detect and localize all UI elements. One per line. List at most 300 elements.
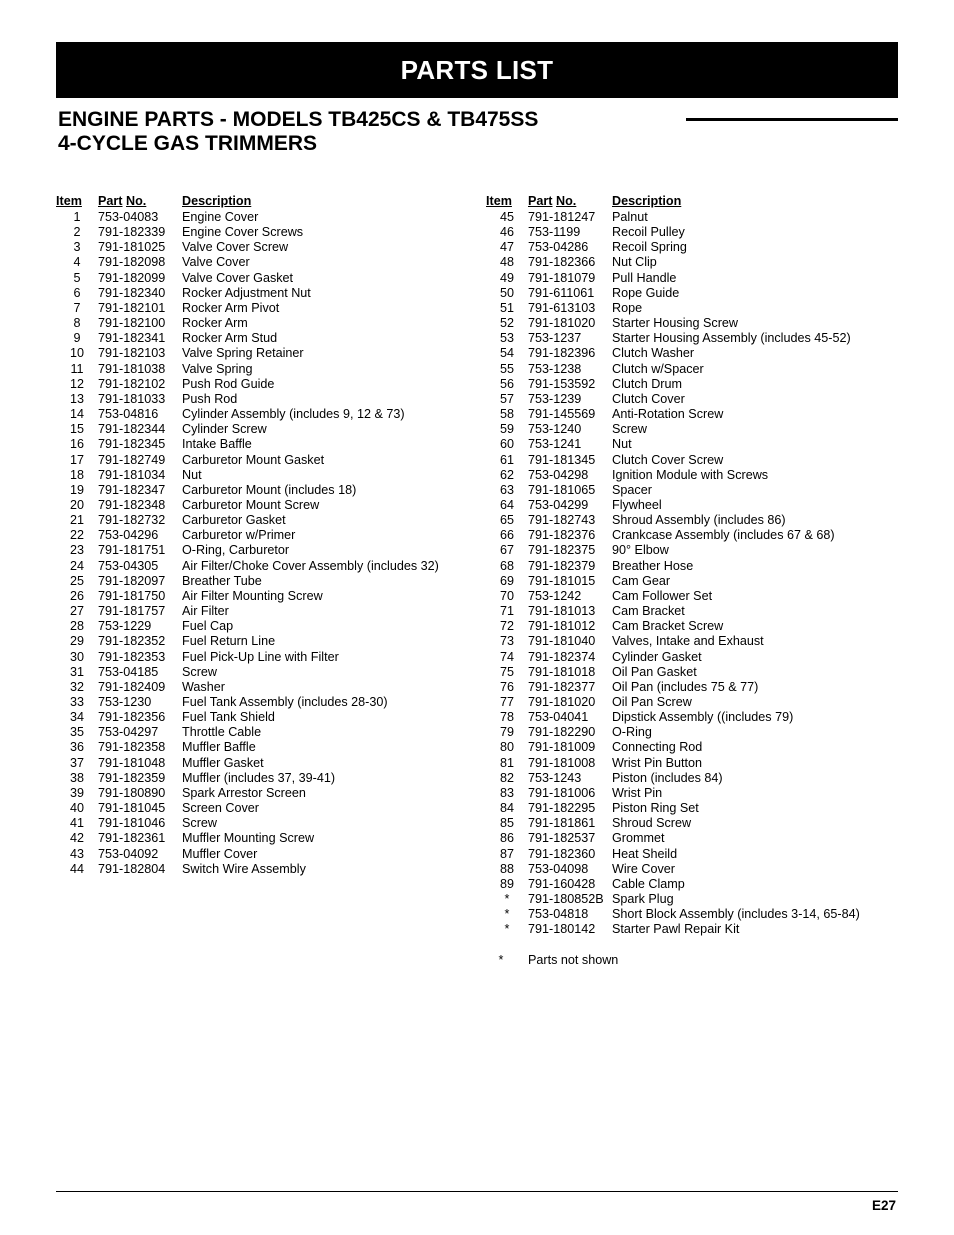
part-number: 753-04083 [98,210,159,224]
part-number: 791-182290 [528,725,596,740]
part-number: 791-182377 [528,679,596,694]
part-number: 753-04297 [98,725,159,740]
part-description: Air Filter Mounting Screw [182,588,323,603]
table-row [56,468,439,483]
table-row [56,210,439,225]
part-description: Fuel Tank Shield [182,710,275,725]
table-row [56,422,439,437]
table-row [56,255,439,270]
part-number: 791-145569 [528,407,596,422]
part-description: Screw [182,816,217,831]
table-row [486,422,860,437]
item-number: 44 [69,861,84,876]
item-number: 15 [69,422,84,437]
part-description: Starter Housing Assembly (includes 45-52) [612,331,851,346]
part-number: 791-181012 [528,619,596,634]
item-number: 75 [499,664,514,679]
item-number: 33 [69,695,84,709]
part-description: Spark Arrestor Screen [182,785,306,800]
part-number: 791-181034 [98,467,166,482]
item-number: 45 [499,210,514,224]
part-description: Screen Cover [182,801,259,816]
part-description: Wrist Pin Button [612,755,703,770]
item-number: 20 [69,497,84,512]
part-description: Fuel Pick-Up Line with Filter [182,649,339,664]
part-number: 791-182353 [98,649,166,664]
item-number: 6 [73,285,81,300]
table-row [486,892,860,907]
table-row [56,407,439,422]
part-description: O-Ring, Carburetor [182,543,290,558]
part-description: Rocker Arm Pivot [182,300,280,315]
table-row [486,756,860,771]
part-description: Fuel Return Line [182,634,276,649]
item-number: 7 [73,300,81,315]
item-number: 22 [69,528,84,543]
item-number: 1 [73,210,81,224]
table-row [56,650,439,665]
part-description: Piston (includes 84) [612,770,723,785]
part-description: Rocker Arm [182,316,248,331]
part-number: 791-181038 [98,361,166,376]
part-number: 791-182743 [528,513,596,528]
item-number: 83 [499,785,514,800]
part-description: O-Ring [612,725,652,740]
footnote [486,953,618,968]
part-number: 791-181048 [98,755,166,770]
table-row [56,498,439,513]
item-number: 41 [69,816,84,831]
table-row [486,831,860,846]
part-number: 753-1240 [528,422,582,437]
part-description: Oil Pan (includes 75 & 77) [612,679,759,694]
item-number: 69 [499,573,514,588]
part-description: Shroud Assembly (includes 86) [612,513,786,528]
footnote-text: Parts not shown [528,953,619,967]
item-number: 36 [69,740,84,755]
part-number: 791-181020 [528,695,596,709]
item-number: 79 [499,725,514,740]
part-number: 791-613103 [528,300,596,315]
part-number: 791-182360 [528,846,596,861]
part-description: Clutch Drum [612,376,682,391]
part-number: 791-182375 [528,543,596,558]
table-row [486,255,860,270]
table-row [486,543,860,558]
part-description: Push Rod Guide [182,376,275,391]
part-description: Clutch Washer [612,346,695,361]
item-number: 77 [499,695,514,709]
part-number: 753-1243 [528,770,582,785]
item-number: 76 [499,679,514,694]
table-row [56,816,439,831]
part-description: Valve Cover Screw [182,240,289,255]
part-description: Wrist Pin [612,785,663,800]
table-row [486,877,860,892]
part-number: 753-1229 [98,619,152,634]
part-number: 791-181018 [528,664,596,679]
item-number: 72 [499,619,514,634]
table-row [486,528,860,543]
table-row [56,225,439,240]
item-number: 34 [69,710,84,725]
item-number: 30 [69,649,84,664]
table-row [486,240,860,255]
item-number: 78 [499,710,514,725]
table-row [486,574,860,589]
table-row [486,271,860,286]
item-number: * [504,907,510,922]
column-header-item: Item [56,194,82,208]
item-number: 58 [499,407,514,422]
item-number: 85 [499,816,514,831]
item-number: 32 [69,679,84,694]
table-row [56,483,439,498]
part-description: Cam Follower Set [612,588,713,603]
part-description: Pull Handle [612,270,677,285]
item-number: 13 [69,391,84,406]
table-row [486,346,860,361]
table-row [56,786,439,801]
item-number: 24 [69,558,84,573]
item-number: 17 [69,452,84,467]
part-number: 791-153592 [528,376,596,391]
part-description: Cylinder Screw [182,422,267,437]
part-number: 791-181009 [528,740,596,755]
table-row [486,604,860,619]
item-number: 40 [69,801,84,816]
item-number: 25 [69,573,84,588]
table-row [486,498,860,513]
item-number: 48 [499,255,514,270]
part-number: 791-182361 [98,831,166,846]
part-number: 791-182341 [98,331,166,346]
table-row [486,922,860,937]
table-row [486,680,860,695]
part-number: 753-04298 [528,467,589,482]
part-number: 753-1239 [528,391,582,406]
column-header-part-no: Part No. [528,194,577,208]
part-description: Carburetor Mount (includes 18) [182,482,357,497]
item-number: 16 [69,437,84,452]
item-number: 63 [499,482,514,497]
item-number: 71 [499,604,514,619]
table-row [56,377,439,392]
part-description: Nut Clip [612,255,657,270]
title-rule [686,118,898,121]
item-number: 68 [499,558,514,573]
table-row [486,210,860,225]
part-description: Grommet [612,831,665,846]
part-description: Palnut [612,210,648,224]
table-row [486,710,860,725]
table-row [56,771,439,786]
part-description: Recoil Spring [612,240,687,255]
part-description: Engine Cover [182,210,259,224]
part-number: 791-182366 [528,255,596,270]
table-row [486,907,860,922]
part-description: Throttle Cable [182,725,262,740]
table-row [486,589,860,604]
table-row [486,437,860,452]
part-description: Short Block Assembly (includes 3-14, 65-84) [612,907,860,922]
item-number: 62 [499,467,514,482]
part-description: Cable Clamp [612,876,685,891]
item-number: 29 [69,634,84,649]
item-number: 27 [69,604,84,619]
part-number: 791-182356 [98,710,166,725]
item-number: 74 [499,649,514,664]
item-number: 87 [499,846,514,861]
part-number: 753-1241 [528,437,582,452]
part-number: 791-181065 [528,482,596,497]
column-header-part-no: Part No. [98,194,147,208]
part-description: Starter Housing Screw [612,316,738,331]
item-number: 54 [499,346,514,361]
part-description: Muffler Baffle [182,740,256,755]
part-number: 791-180852B [528,892,604,907]
part-number: 791-182804 [98,861,166,876]
item-number: 70 [499,588,514,603]
item-number: 52 [499,316,514,331]
part-number: 753-04092 [98,846,159,861]
table-header-row [56,194,439,210]
part-description: Screw [182,664,217,679]
part-number: 753-1230 [98,695,152,709]
part-number: 753-04305 [98,558,159,573]
item-number: * [504,892,510,907]
table-row [486,634,860,649]
part-description: Cam Gear [612,573,671,588]
part-description: Cylinder Assembly (includes 9, 12 & 73) [182,407,405,422]
table-row [486,407,860,422]
table-row [56,437,439,452]
part-description: Carburetor w/Primer [182,528,296,543]
part-number: 753-04818 [528,907,589,922]
part-description: Cylinder Gasket [612,649,702,664]
part-description: Rocker Arm Stud [182,331,278,346]
footer-rule [56,1191,898,1192]
part-description: Push Rod [182,391,238,406]
table-row [486,740,860,755]
part-description: Recoil Pulley [612,225,685,240]
footnote-mark: * [498,953,504,967]
table-row [486,377,860,392]
item-number: 61 [499,452,514,467]
table-row [486,619,860,634]
part-number: 753-04299 [528,497,589,512]
item-number: 89 [499,876,514,891]
table-row [486,816,860,831]
table-row [56,680,439,695]
item-number: 64 [499,497,514,512]
part-number: 791-181345 [528,452,596,467]
part-number: 753-04185 [98,664,159,679]
part-number: 791-182537 [528,831,596,846]
part-description: Fuel Cap [182,619,234,634]
item-number: 39 [69,785,84,800]
item-number: 55 [499,361,514,376]
item-number: 38 [69,770,84,785]
table-row [486,771,860,786]
part-description: Muffler Mounting Screw [182,831,315,846]
item-number: 42 [69,831,84,846]
item-number: 31 [69,664,84,679]
part-number: 753-04286 [528,240,589,255]
part-description: Valves, Intake and Exhaust [612,634,764,649]
part-number: 791-182339 [98,225,166,240]
item-number: 50 [499,285,514,300]
part-description: Breather Hose [612,558,694,573]
banner-title: PARTS LIST [400,55,554,85]
table-row [56,831,439,846]
parts-table-body [56,210,439,877]
table-row [486,513,860,528]
part-number: 753-04041 [528,710,589,725]
item-number: 73 [499,634,514,649]
part-description: Switch Wire Assembly [182,861,306,876]
part-description: Heat Sheild [612,846,678,861]
part-number: 791-181020 [528,316,596,331]
parts-table-right [486,194,860,938]
part-number: 791-181025 [98,240,166,255]
part-number: 791-182295 [528,801,596,816]
table-row [56,862,439,877]
part-description: Rope [612,300,643,315]
part-description: Cam Bracket [612,604,685,619]
table-row [56,634,439,649]
part-number: 791-181006 [528,785,596,800]
part-description: Carburetor Gasket [182,513,286,528]
column-header-description: Description [182,194,252,208]
item-number: 2 [73,225,81,240]
part-description: Starter Pawl Repair Kit [612,922,740,937]
table-row [56,710,439,725]
part-number: 791-181757 [98,604,166,619]
part-description: Rocker Adjustment Nut [182,285,311,300]
table-row [56,801,439,816]
part-description: Oil Pan Gasket [612,664,697,679]
item-number: 3 [73,240,81,255]
item-number: 21 [69,513,84,528]
column-header-item: Item [486,194,512,208]
part-number: 791-181079 [528,270,596,285]
table-row [56,756,439,771]
part-description: Air Filter [182,604,229,619]
item-number: 23 [69,543,84,558]
table-row [486,862,860,877]
item-number: 81 [499,755,514,770]
part-number: 791-180142 [528,922,596,937]
part-number: 791-182340 [98,285,166,300]
table-row [56,392,439,407]
table-row [486,301,860,316]
part-description: Nut [612,437,632,452]
part-description: Intake Baffle [182,437,252,452]
part-number: 791-182374 [528,649,596,664]
part-description: Valve Cover Gasket [182,270,294,285]
item-number: 26 [69,588,84,603]
part-description: Crankcase Assembly (includes 67 & 68) [612,528,835,543]
part-number: 791-182732 [98,513,166,528]
table-row [56,240,439,255]
table-row [486,847,860,862]
part-number: 753-04098 [528,861,589,876]
part-number: 791-182409 [98,679,166,694]
part-number: 753-04816 [98,407,159,422]
part-description: Anti-Rotation Screw [612,407,724,422]
part-number: 791-182345 [98,437,166,452]
part-description: Screw [612,422,647,437]
part-description: Flywheel [612,497,662,512]
section-title-line2: 4-CYCLE GAS TRIMMERS [58,132,318,155]
item-number: 47 [499,240,514,255]
part-number: 791-182348 [98,497,166,512]
part-description: Wire Cover [612,861,675,876]
table-row [486,468,860,483]
item-number: 8 [73,316,81,331]
part-description: Valve Spring [182,361,253,376]
parts-table-left [56,194,439,877]
table-row [486,801,860,816]
table-row [486,316,860,331]
part-number: 791-160428 [528,876,596,891]
table-row [56,362,439,377]
part-number: 791-182097 [98,573,166,588]
table-row [486,786,860,801]
part-description: Muffler (includes 37, 39-41) [182,770,336,785]
part-description: Muffler Gasket [182,755,264,770]
part-number: 791-181013 [528,604,596,619]
part-description: Dipstick Assembly ((includes 79) [612,710,794,725]
part-description: Spacer [612,482,652,497]
part-number: 753-04296 [98,528,159,543]
table-row [486,695,860,710]
part-number: 791-181861 [528,816,596,831]
part-description: Carburetor Mount Screw [182,497,320,512]
table-row [56,271,439,286]
part-number: 791-182352 [98,634,166,649]
part-description: Carburetor Mount Gasket [182,452,325,467]
part-description: Washer [182,679,225,694]
column-header-description: Description [612,194,682,208]
part-description: Clutch Cover Screw [612,452,724,467]
part-number: 791-182359 [98,770,166,785]
part-number: 791-181033 [98,391,166,406]
table-row [56,528,439,543]
part-number: 791-181008 [528,755,596,770]
part-description: Piston Ring Set [612,801,699,816]
part-description: Rope Guide [612,285,680,300]
item-number: 10 [69,346,84,361]
table-header-row [486,194,860,210]
part-number: 791-182358 [98,740,166,755]
part-number: 791-181750 [98,588,166,603]
table-row [56,665,439,680]
item-number: * [504,922,510,937]
part-number: 791-182344 [98,422,166,437]
part-description: Nut [182,467,202,482]
section-title-line1: ENGINE PARTS - MODELS TB425CS & TB475SS [58,108,539,131]
item-number: 51 [499,300,514,315]
item-number: 35 [69,725,84,740]
part-description: Fuel Tank Assembly (includes 28-30) [182,695,388,709]
part-number: 791-181046 [98,816,166,831]
table-row [486,331,860,346]
item-number: 80 [499,740,514,755]
part-description: Breather Tube [182,573,262,588]
part-number: 791-181751 [98,543,166,558]
